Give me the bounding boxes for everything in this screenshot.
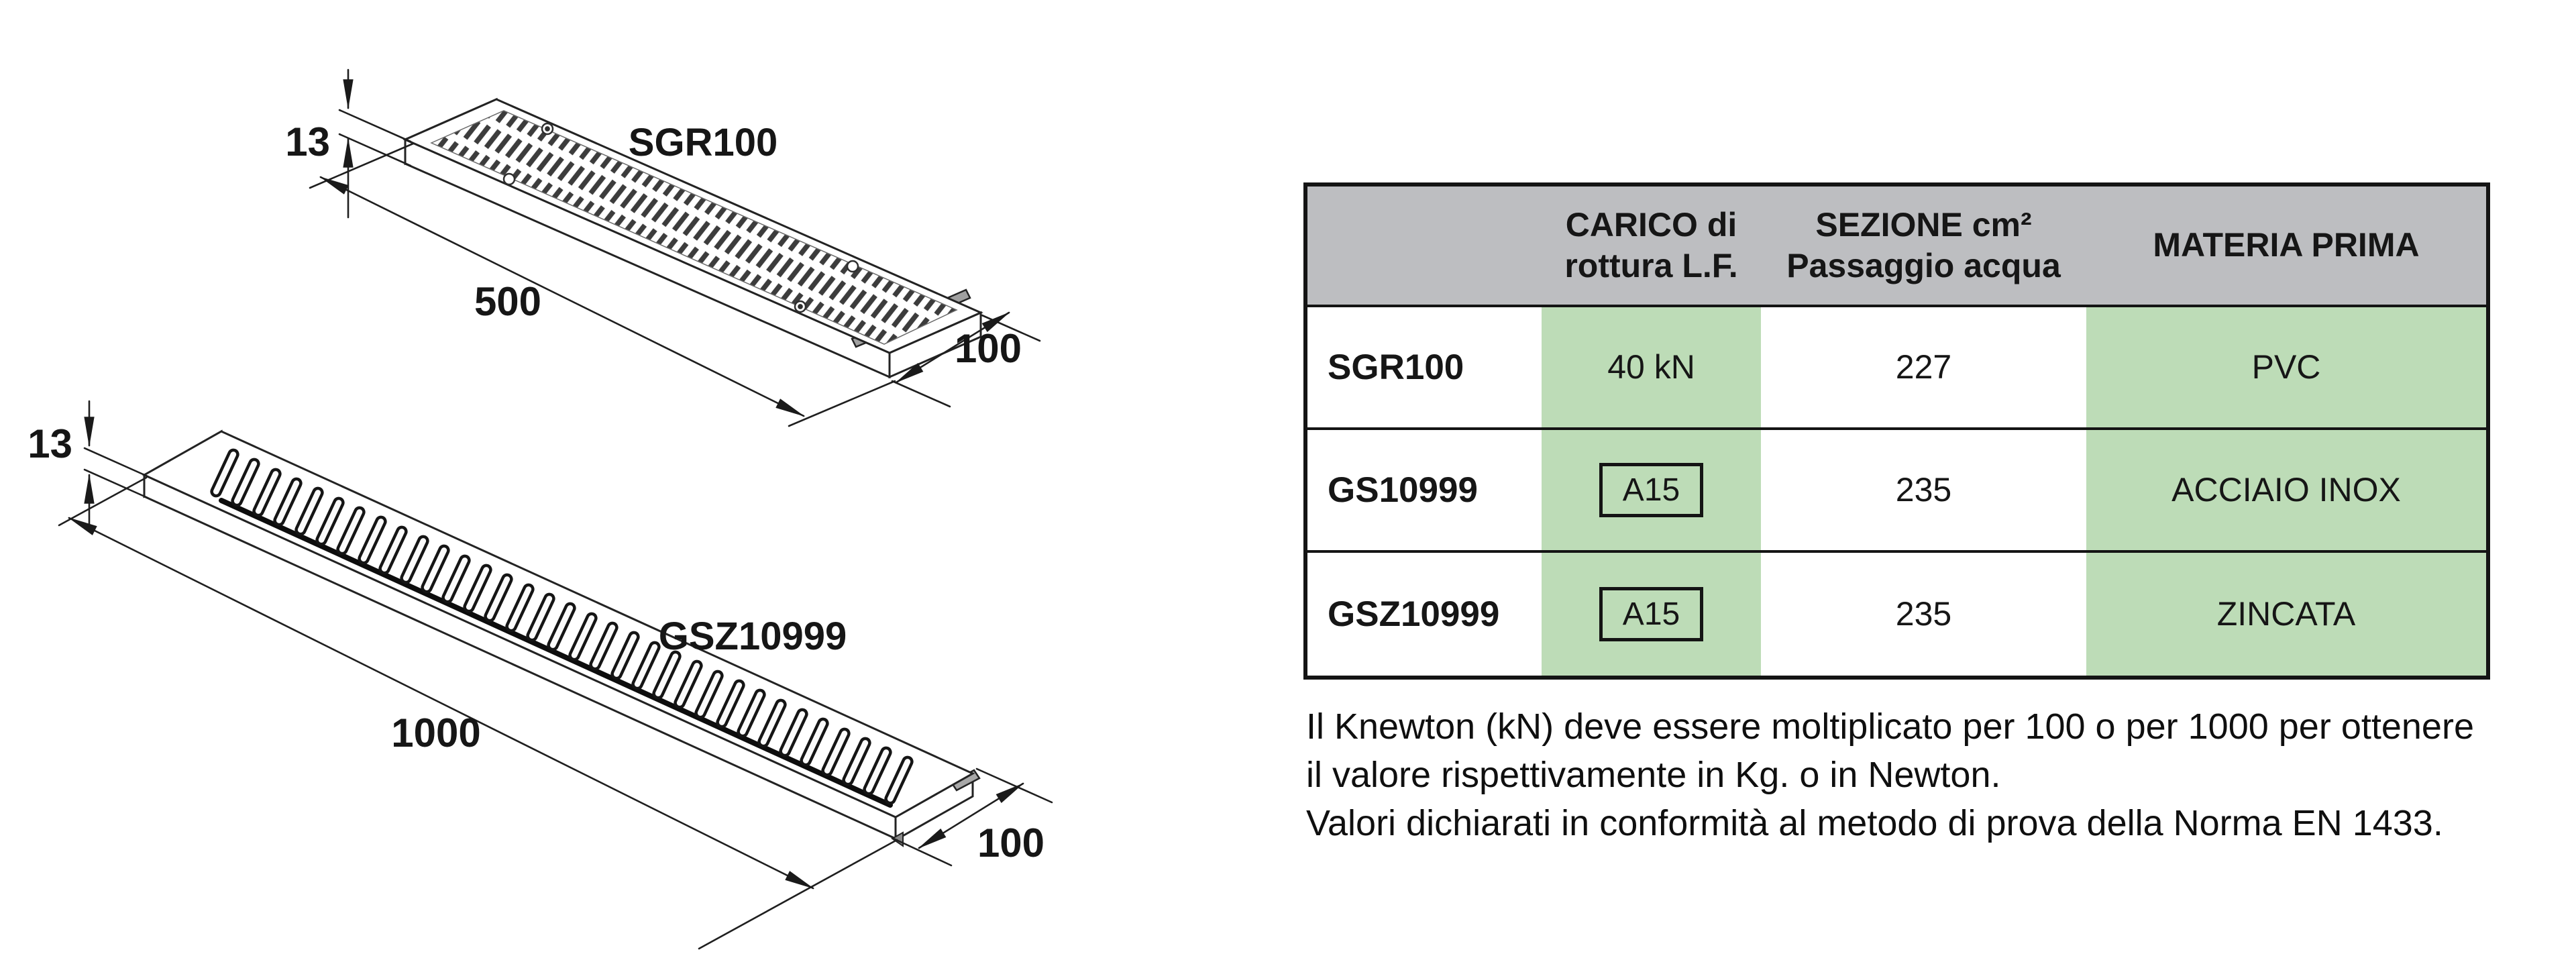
spec-header-sezione — [1761, 187, 2086, 305]
spec-row1-code: SGR100 — [1307, 305, 1542, 427]
spec-header-carico — [1542, 187, 1761, 305]
spec-header-empty — [1307, 187, 1542, 305]
gsz-product-label: GSZ10999 — [658, 615, 847, 658]
spec-row2-materia: ACCIAIO INOX — [2086, 427, 2486, 550]
gsz-dim-thickness — [85, 401, 148, 531]
spec-row1-carico-value: 40 kN — [1607, 348, 1695, 386]
sgr100-product-label: SGR100 — [628, 121, 778, 164]
footnote-line-2: il valore rispettivamente in Kg. o in Newton. — [1306, 754, 2001, 795]
spec-row1-sezione: 227 — [1761, 305, 2086, 427]
sgr100-length-label: 500 — [474, 279, 542, 324]
drawing-gsz10999 — [28, 401, 1052, 949]
footnote — [1306, 703, 2534, 847]
spec-row3-carico-badge: A15 — [1599, 587, 1703, 641]
spec-header-materia-label: MATERIA PRIMA — [2153, 226, 2420, 264]
footnote-line-3: Valori dichiarati in conformità al metodo di prova della Norma EN 1433. — [1306, 802, 2443, 843]
spec-row1-carico — [1542, 305, 1761, 427]
drawing-sgr100 — [285, 70, 1040, 426]
footnote-line-1: Il Knewton (kN) deve essere moltiplicato per 100 o per 1000 per ottenere — [1306, 706, 2474, 747]
sgr100-dim-thickness — [339, 70, 411, 217]
spec-row3-sezione: 235 — [1761, 550, 2086, 676]
spec-row3-carico — [1542, 550, 1761, 676]
spec-header-sezione-line1: SEZIONE cm² — [1815, 205, 2032, 244]
spec-header-materia — [2086, 187, 2486, 305]
gsz-thickness-label: 13 — [28, 421, 72, 466]
spec-row2-code: GS10999 — [1307, 427, 1542, 550]
sgr100-width-label: 100 — [954, 326, 1022, 371]
spec-row2-sezione: 235 — [1761, 427, 2086, 550]
spec-header-sezione-line2: Passaggio acqua — [1786, 246, 2061, 284]
gsz-length-label: 1000 — [391, 710, 481, 755]
sgr100-thickness-label: 13 — [285, 119, 330, 164]
spec-row3-code: GSZ10999 — [1307, 550, 1542, 676]
spec-header-carico-line2: rottura L.F. — [1564, 246, 1738, 284]
spec-row1-materia: PVC — [2086, 305, 2486, 427]
spec-row2-carico-badge: A15 — [1599, 463, 1703, 517]
spec-table — [1303, 182, 2490, 680]
spec-row3-materia: ZINCATA — [2086, 550, 2486, 676]
spec-header-carico-line1: CARICO di — [1565, 205, 1737, 244]
spec-row2-carico — [1542, 427, 1761, 550]
gsz-width-label: 100 — [977, 820, 1045, 865]
